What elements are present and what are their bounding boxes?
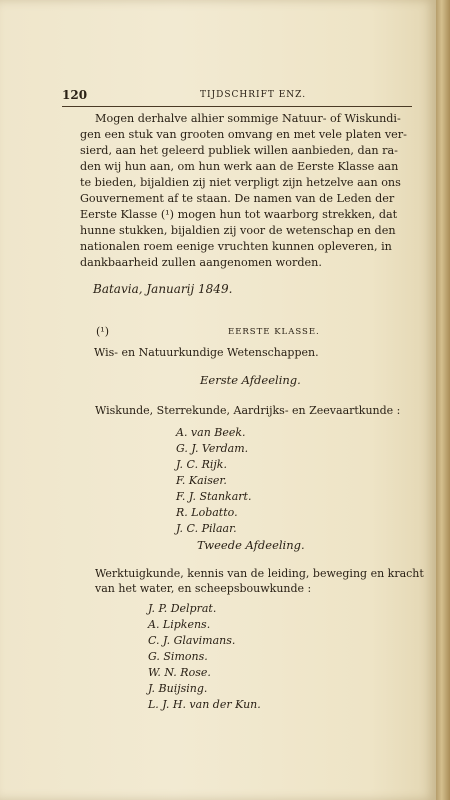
body-line: nationalen roem eenige vruchten kunnen opleveren, in <box>80 240 392 253</box>
member-name: F. J. Stankart. <box>176 490 252 503</box>
page-number: 120 <box>62 88 88 102</box>
footnote-title: EERSTE KLASSE. <box>228 327 320 337</box>
member-name: W. N. Rose. <box>148 666 211 679</box>
body-line: Mogen derhalve alhier sommige Natuur- of Wiskundi- <box>95 112 401 125</box>
signature: Batavia, Januarij 1849. <box>93 282 233 296</box>
section-subjects: Wiskunde, Sterrekunde, Aardrijks- en Zeevaartkunde : <box>95 404 401 417</box>
body-line: hunne stukken, bijaldien zij voor de wetenschap en den <box>80 224 396 237</box>
member-name: A. Lipkens. <box>148 618 211 631</box>
member-name: J. Buijsing. <box>148 682 208 695</box>
member-name: J. P. Delprat. <box>148 602 217 615</box>
member-name: G. J. Verdam. <box>176 442 249 455</box>
section-heading: Tweede Afdeeling. <box>197 538 305 552</box>
section-heading: Eerste Afdeeling. <box>200 373 301 387</box>
page-edge <box>436 0 450 800</box>
member-name: L. J. H. van der Kun. <box>148 698 261 711</box>
body-line: dankbaarheid zullen aangenomen worden. <box>80 256 322 269</box>
member-name: J. C. Pilaar. <box>176 522 237 535</box>
member-name: J. C. Rijk. <box>176 458 227 471</box>
body-line: gen een stuk van grooten omvang en met vele platen ver- <box>80 128 407 141</box>
division-title: Wis- en Natuurkundige Wetenschappen. <box>94 346 319 359</box>
section-subjects: van het water, en scheepsbouwkunde : <box>95 582 312 595</box>
body-line: sierd, aan het geleerd publiek willen aanbieden, dan ra- <box>80 144 398 157</box>
header-rule <box>62 106 412 107</box>
running-head: TIJDSCHRIFT ENZ. <box>200 90 307 100</box>
member-name: A. van Beek. <box>176 426 246 439</box>
member-name: F. Kaiser. <box>176 474 227 487</box>
member-name: C. J. Glavimans. <box>148 634 236 647</box>
member-name: R. Lobatto. <box>176 506 238 519</box>
footnote-mark: (¹) <box>96 325 109 338</box>
body-line: Gouvernement af te staan. De namen van de Leden der <box>80 192 395 205</box>
body-line: den wij hun aan, om hun werk aan de Eerste Klasse aan <box>80 160 399 173</box>
body-line: te bieden, bijaldien zij niet verpligt zijn hetzelve aan ons <box>80 176 401 189</box>
member-name: G. Simons. <box>148 650 208 663</box>
section-subjects: Werktuigkunde, kennis van de leiding, beweging en kracht <box>95 567 424 580</box>
body-line: Eerste Klasse (¹) mogen hun tot waarborg strekken, dat <box>80 208 398 221</box>
